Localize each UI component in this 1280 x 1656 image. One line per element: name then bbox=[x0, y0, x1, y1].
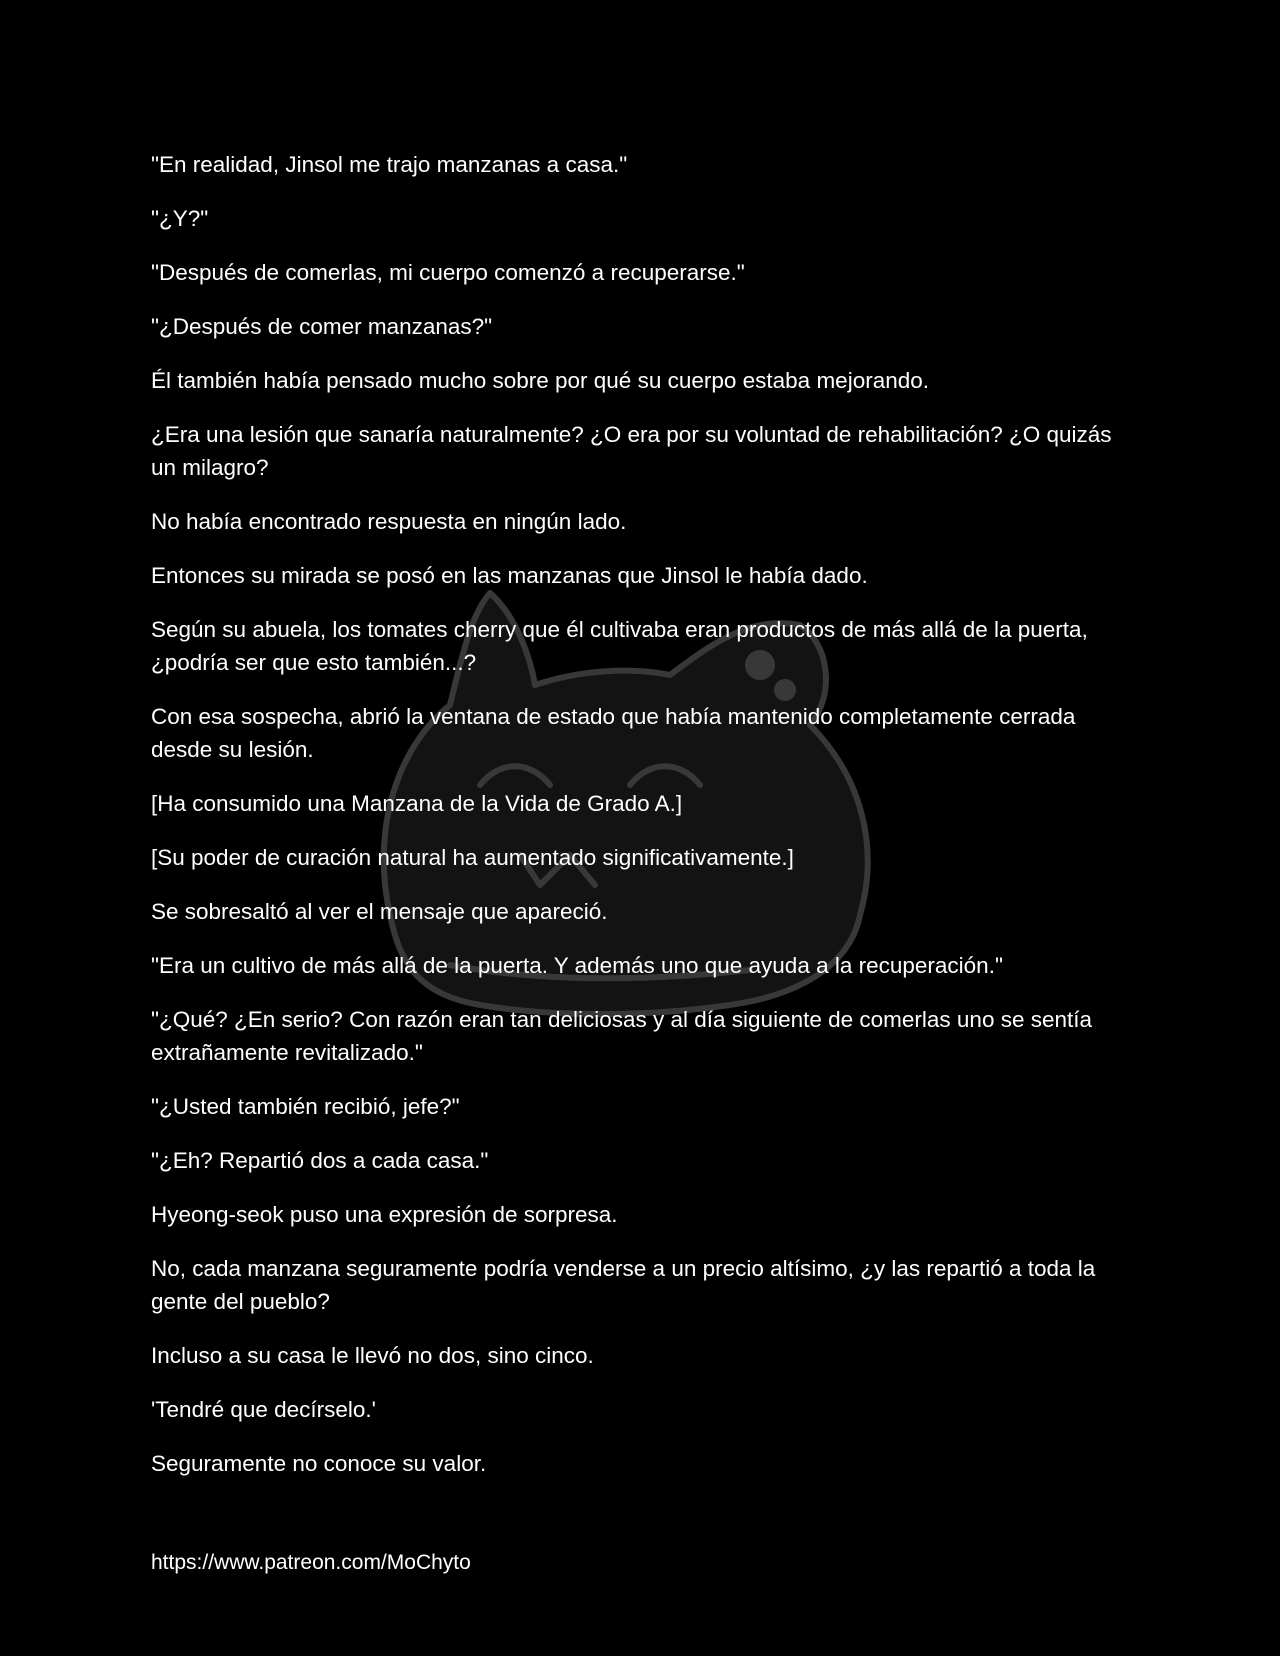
paragraph: Se sobresaltó al ver el mensaje que apareció. bbox=[151, 899, 608, 924]
patreon-link[interactable]: https://www.patreon.com/MoChyto bbox=[151, 1551, 471, 1574]
paragraph: "¿Y?" bbox=[151, 206, 209, 231]
paragraph: "Después de comerlas, mi cuerpo comenzó a recuperarse." bbox=[151, 260, 745, 285]
paragraph: "¿Después de comer manzanas?" bbox=[151, 314, 493, 339]
paragraph: "¿Usted también recibió, jefe?" bbox=[151, 1094, 460, 1119]
paragraph: No, cada manzana seguramente podría venderse a un precio altísimo, ¿y las repartió a toda la gente del pueblo? bbox=[151, 1256, 1096, 1314]
paragraph: 'Tendré que decírselo.' bbox=[151, 1397, 376, 1422]
paragraph: Hyeong-seok puso una expresión de sorpresa. bbox=[151, 1202, 618, 1227]
paragraph: Seguramente no conoce su valor. bbox=[151, 1451, 487, 1476]
paragraph: ¿Era una lesión que sanaría naturalmente? ¿O era por su voluntad de rehabilitación? ¿O quizás un milagro? bbox=[151, 422, 1112, 480]
paragraph: [Su poder de curación natural ha aumentado significativamente.] bbox=[151, 845, 794, 870]
paragraph: Con esa sospecha, abrió la ventana de estado que había mantenido completamente cerrada desde su lesión. bbox=[151, 704, 1076, 762]
paragraph: "Era un cultivo de más allá de la puerta. Y además uno que ayuda a la recuperación." bbox=[151, 953, 1003, 978]
paragraph: "¿Qué? ¿En serio? Con razón eran tan deliciosas y al día siguiente de comerlas uno se sentía extrañamente revitalizado." bbox=[151, 1007, 1093, 1065]
paragraph: No había encontrado respuesta en ningún lado. bbox=[151, 509, 627, 534]
paragraph: "¿Eh? Repartió dos a cada casa." bbox=[151, 1148, 489, 1173]
paragraph: Incluso a su casa le llevó no dos, sino cinco. bbox=[151, 1343, 594, 1368]
chapter-text bbox=[151, 148, 1141, 1501]
paragraph: [Ha consumido una Manzana de la Vida de Grado A.] bbox=[151, 791, 683, 816]
paragraph: Según su abuela, los tomates cherry que él cultivaba eran productos de más allá de la puerta, ¿podría ser que esto también...? bbox=[151, 617, 1088, 675]
paragraph: "En realidad, Jinsol me trajo manzanas a casa." bbox=[151, 152, 628, 177]
paragraph: Entonces su mirada se posó en las manzanas que Jinsol le había dado. bbox=[151, 563, 868, 588]
paragraph: Él también había pensado mucho sobre por qué su cuerpo estaba mejorando. bbox=[151, 368, 930, 393]
